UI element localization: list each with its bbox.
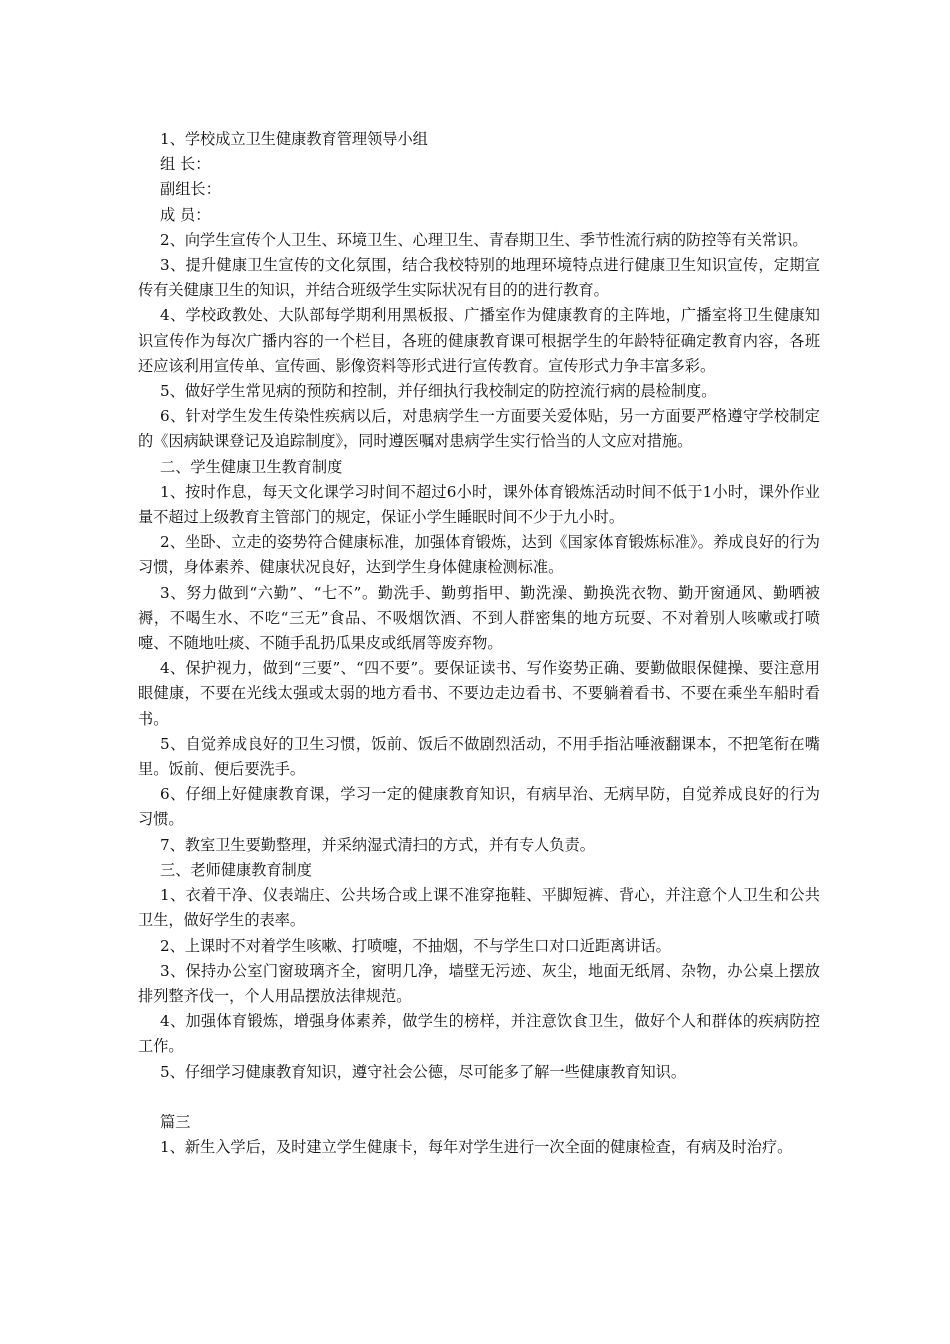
paragraph: 1、按时作息，每天文化课学习时间不超过6小时，课外体育锻炼活动时间不低于1小时，课外作业量不超过上级教育主管部门的规定，保证小学生睡眠时间不少于九小时。 — [138, 482, 820, 527]
paragraph: 3、保持办公室门窗玻璃齐全，窗明几净，墙壁无污迹、灰尘，地面无纸屑、杂物，办公桌上摆放排列整齐伐一，个人用品摆放法律规范。 — [138, 961, 820, 1005]
paragraph: 4、保护视力，做到“三要”、“四不要”。要保证读书、写作姿势正确、要勤做眼保健操、要注意用眼健康，不要在光线太强或太弱的地方看书、不要边走边看书、不要躺着看书、不要在乘坐车船时看书。 — [138, 659, 820, 728]
paragraph: 1、学校成立卫生健康教育管理领导小组 — [160, 130, 428, 148]
paragraph: 组 长： — [160, 155, 211, 174]
paragraph: 7、教室卫生要勤整理，并采纳湿式清扫的方式，并有专人负责。 — [160, 835, 595, 854]
paragraph: 4、学校政教处、大队部每学期利用黑板报、广播室作为健康教育的主阵地，广播室将卫生健康知识宣传作为每次广播内容的一个栏目，各班的健康教育课可根据学生的年龄特征确定教育内容，各班还应该利用宣传单、宣传画、影像资料等形式进行宣传教育。宣传形式力争丰富多彩。 — [138, 306, 820, 375]
paragraph: 6、仔细上好健康教育课，学习一定的健康教育知识，有病早治、无病早防，自觉养成良好的行为习惯。 — [138, 785, 820, 829]
paragraph: 5、做好学生常见病的预防和控制，并仔细执行我校制定的防控流行病的晨检制度。 — [160, 382, 717, 401]
paragraph: 6、针对学生发生传染性疾病以后，对患病学生一方面要关爱体贴，另一方面要严格遵守学校制定的《因病缺课登记及追踪制度》，同时遵医嘱对患病学生实行恰当的人文应对措施。 — [138, 407, 820, 451]
paragraph: 1、衣着干净、仪表端庄、公共场合或上课不准穿拖鞋、平脚短裤、背心，并注意个人卫生和公共卫生，做好学生的表率。 — [138, 886, 820, 930]
blank-line — [138, 1085, 820, 1110]
paragraph: 副组长： — [160, 180, 221, 199]
paragraph: 成 员： — [160, 205, 211, 224]
document-body — [138, 127, 820, 1160]
paragraph: 3、努力做到“六勤”、“七不”。勤洗手、勤剪指甲、勤洗澡、勤换洗衣物、勤开窗通风、勤晒被褥，不喝生水、不吃“三无”食品、不吸烟饮酒、不到人群密集的地方玩耍、不对着别人咳嗽或打喷嚏、不随地吐痰、不随手乱扔瓜果皮或纸屑等废弃物。 — [138, 583, 820, 653]
section-heading: 二、学生健康卫生教育制度 — [160, 457, 343, 476]
section-heading: 篇三 — [160, 1112, 191, 1131]
paragraph: 2、坐卧、立走的姿势符合健康标准，加强体育锻炼，达到《国家体育锻炼标准》。养成良好的行为习惯，身体素养、健康状况良好，达到学生身体健康检测标准。 — [138, 533, 820, 577]
paragraph: 2、上课时不对着学生咳嗽、打喷嚏，不抽烟，不与学生口对口近距离讲话。 — [160, 936, 671, 955]
paragraph: 3、提升健康卫生宣传的文化氛围，结合我校特别的地理环境特点进行健康卫生知识宣传，定期宣传有关健康卫生的知识，并结合班级学生实际状况有目的的进行教育。 — [138, 256, 820, 300]
paragraph: 4、加强体育锻炼，增强身体素养，做学生的榜样，并注意饮食卫生，做好个人和群体的疾病防控工作。 — [138, 1012, 820, 1056]
section-heading: 三、老师健康教育制度 — [160, 860, 312, 879]
paragraph: 1、新生入学后，及时建立学生健康卡，每年对学生进行一次全面的健康检查，有病及时治疗。 — [160, 1137, 793, 1156]
paragraph: 5、仔细学习健康教育知识，遵守社会公德，尽可能多了解一些健康教育知识。 — [160, 1062, 687, 1081]
paragraph: 5、自觉养成良好的卫生习惯，饭前、饭后不做剧烈活动，不用手指沾唾液翻课本，不把笔衔在嘴里。饭前、便后要洗手。 — [138, 734, 820, 779]
paragraph: 2、向学生宣传个人卫生、环境卫生、心理卫生、青春期卫生、季节性流行病的防控等有关常识。 — [160, 230, 808, 249]
